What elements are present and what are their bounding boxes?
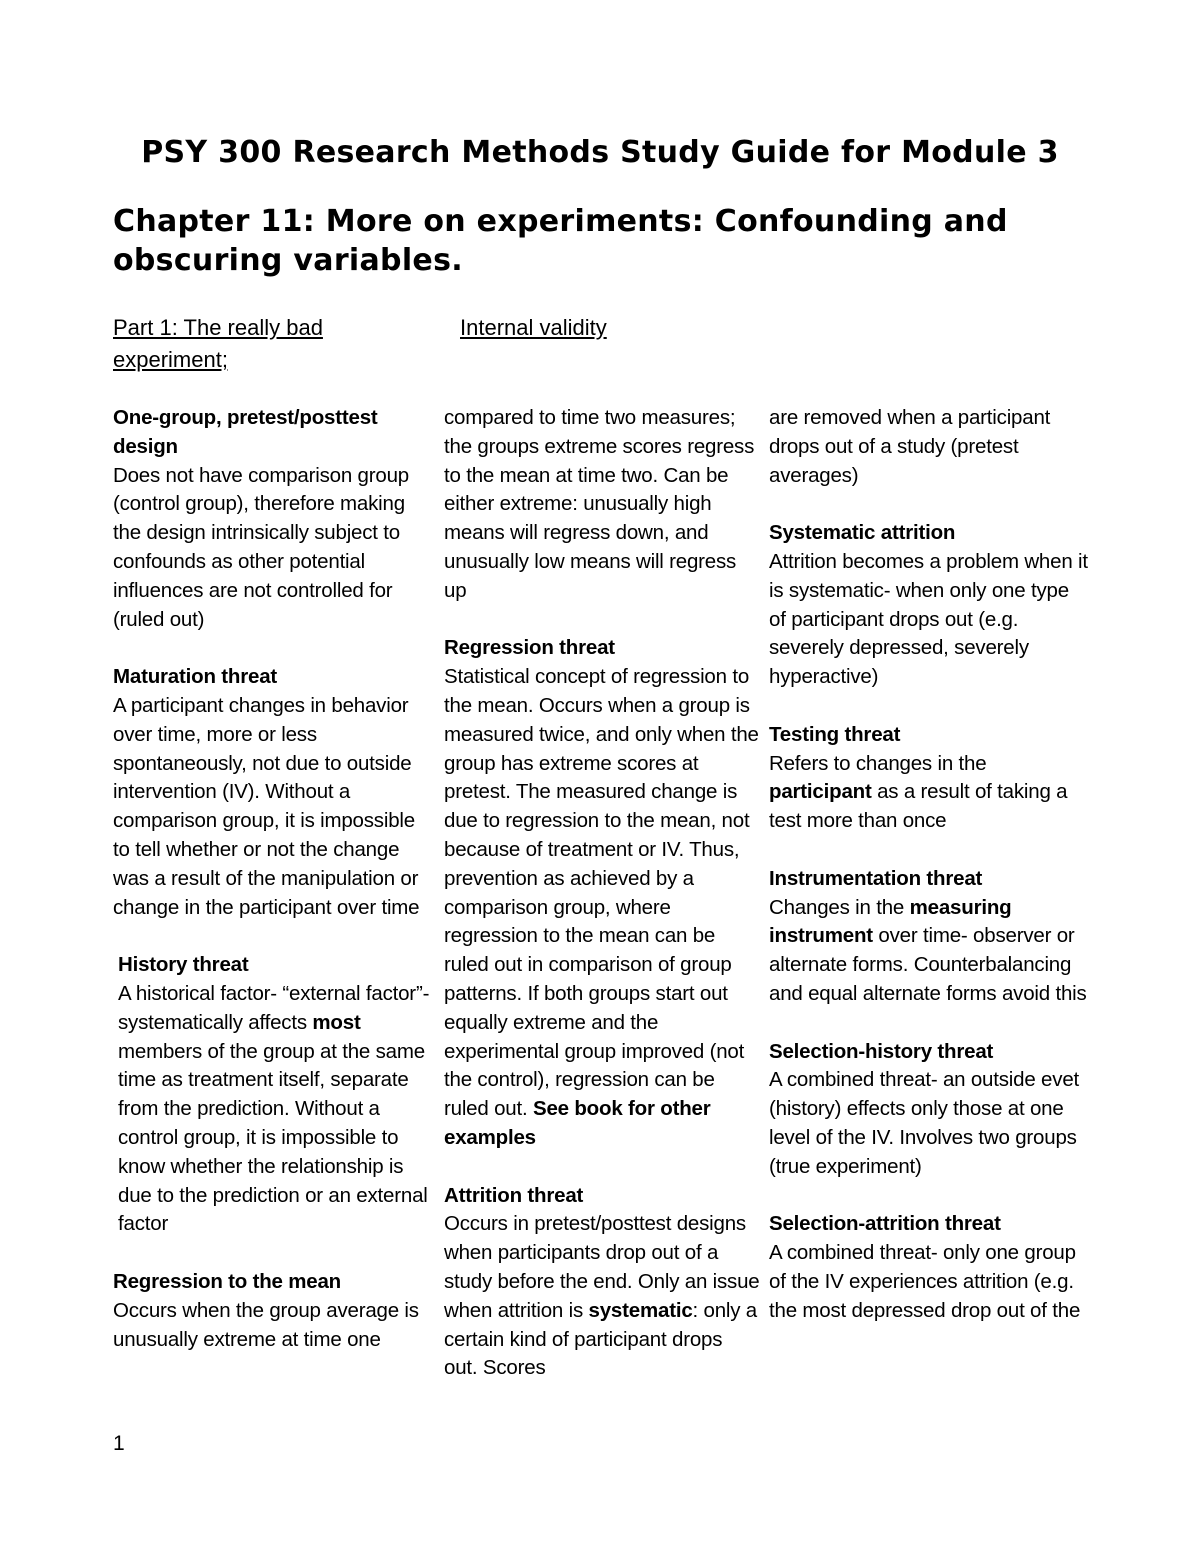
body-text: over time- observer or alternate forms. Counterbalancing and equal alternate forms avoid this xyxy=(769,924,1087,1005)
body-text: members of the group at the same time as treatment itself, separate from the prediction. Without a control group, it is impossible to know whether the relationship is due to the prediction or an external factor xyxy=(118,1039,428,1236)
section-maturation-threat xyxy=(113,663,435,922)
section-title: Instrumentation threat xyxy=(769,866,983,890)
section-title: Maturation threat xyxy=(113,665,278,689)
section-regression-to-mean xyxy=(113,1268,435,1354)
body-text: as a result of taking a test more than once xyxy=(769,780,1068,833)
section-systematic-attrition xyxy=(769,519,1091,692)
section-history-threat xyxy=(113,951,435,1239)
section-continued-text xyxy=(769,404,1091,490)
section-body xyxy=(769,750,1091,836)
section-body: compared to time two measures; the groups extreme scores regress to the mean at time two. Can be either extreme: unusually high means will regress down, and unusually low means will regress up xyxy=(444,406,755,602)
body-emphasis: most xyxy=(312,1010,361,1034)
section-testing-threat xyxy=(769,721,1091,836)
section-title: Testing threat xyxy=(769,722,901,746)
section-body: A participant changes in behavior over time, more or less spontaneously, not due to outside intervention (IV). Without a comparison group, it is impossible to tell whether or not the change was a result of the manipulation or change in the participant over time xyxy=(113,693,420,919)
internal-validity-heading: Internal validity xyxy=(460,315,607,340)
section-instrumentation-threat xyxy=(769,865,1091,1009)
section-body xyxy=(444,1210,760,1383)
body-text: Occurs in pretest/posttest designs when participants drop out of a study before the end. Only an issue when attrition is xyxy=(444,1212,760,1322)
section-selection-history-threat xyxy=(769,1038,1091,1182)
body-emphasis: See book for other examples xyxy=(444,1097,711,1149)
section-body xyxy=(769,894,1091,1009)
section-body: are removed when a participant drops out of a study (pretest averages) xyxy=(769,406,1051,487)
section-note: (true experiment) xyxy=(769,1154,922,1178)
section-one-group-design xyxy=(113,404,435,634)
column-3 xyxy=(769,404,1091,1326)
section-body: A combined threat- only one group of the IV experiences attrition (e.g. the most depressed drop out of the xyxy=(769,1241,1081,1322)
section-title: Selection-attrition threat xyxy=(769,1212,1001,1236)
section-attrition-threat xyxy=(444,1182,760,1384)
section-body: Attrition becomes a problem when it is systematic- when only one type of participant drops out (e.g. severely depressed, severely hyperactive) xyxy=(769,549,1088,689)
column-1 xyxy=(113,404,435,1354)
section-body: A combined threat- an outside evet (history) effects only those at one level of the IV. Involves two groups xyxy=(769,1068,1080,1149)
part1-heading: Part 1: The really bad experiment; xyxy=(113,315,323,372)
section-title: History threat xyxy=(118,953,249,977)
column-2 xyxy=(444,404,760,1383)
chapter-title: Chapter 11: More on experiments: Confounding and obscuring variables. xyxy=(113,204,1008,278)
section-body: Does not have comparison group (control group), therefore making the design intrinsically subject to confounds as other potential influences are not controlled for (ruled out) xyxy=(113,463,409,631)
section-body xyxy=(444,663,760,1153)
section-title: Systematic attrition xyxy=(769,521,956,545)
body-text: A historical factor- “external factor”- systematically affects xyxy=(118,981,430,1034)
page-number: 1 xyxy=(113,1432,125,1455)
body-emphasis: participant xyxy=(769,780,872,804)
section-selection-attrition-threat xyxy=(769,1210,1091,1325)
body-emphasis: measuring instrument xyxy=(769,895,1012,948)
body-text: Changes in the xyxy=(769,895,910,919)
section-body: Occurs when the group average is unusually extreme at time one xyxy=(113,1298,419,1351)
body-text: Statistical concept of regression to the mean. Occurs when a group is measured twice, and only when the group has extreme scores at pretest. The measured change is due to regression to the mean, not because of treatment or IV. Thus, prevention as achieved by a comparison group, where regression to the mean can be ruled out in comparison of group patterns. If both groups start out equally extreme and the experimental group improved (not the control), regression can be ruled out. xyxy=(444,665,759,1121)
section-regression-threat xyxy=(444,634,760,1152)
body-emphasis: systematic xyxy=(588,1298,693,1322)
document-title: PSY 300 Research Methods Study Guide for Module 3 xyxy=(141,135,1059,170)
section-title: Regression to the mean xyxy=(113,1269,341,1293)
section-title: Selection-history threat xyxy=(769,1039,994,1063)
section-title: One-group, pretest/posttest design xyxy=(113,406,378,458)
section-continued-text xyxy=(444,404,760,606)
section-title: Regression threat xyxy=(444,636,615,660)
body-text: : only a certain kind of participant drops out. Scores xyxy=(444,1298,758,1380)
section-body xyxy=(113,980,435,1239)
section-title: Attrition threat xyxy=(444,1183,584,1207)
body-text: Refers to changes in the xyxy=(769,751,987,775)
